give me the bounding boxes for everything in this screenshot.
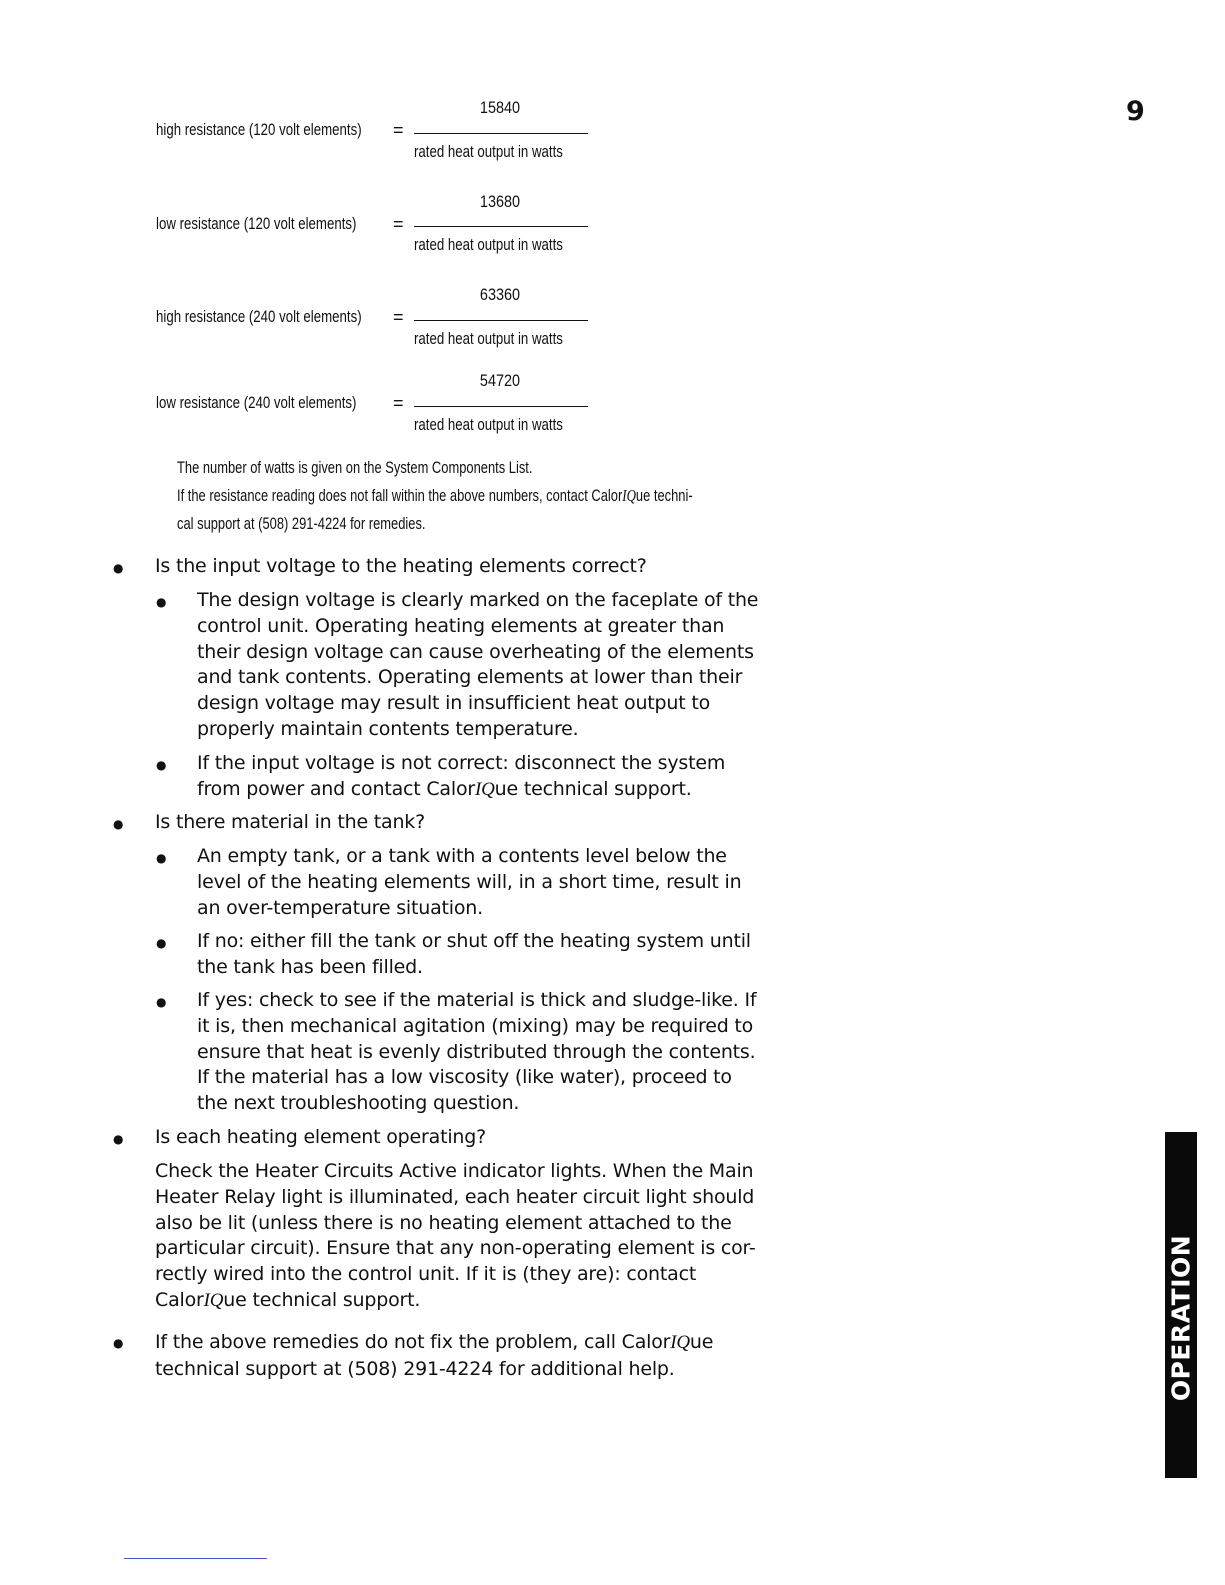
footnote-rule xyxy=(124,1558,267,1559)
text-span: from power and contact xyxy=(197,777,427,800)
text-span: technical support. xyxy=(246,1288,421,1311)
answer-empty-tank xyxy=(197,844,741,921)
formula-denominator: rated heat output in watts xyxy=(414,415,563,434)
formula-label: high resistance (120 volt elements) xyxy=(156,120,362,139)
note-resistance-pre: If the resistance reading does not fall within the above numbers, contact Calor xyxy=(177,486,623,505)
formula-numerator: 13680 xyxy=(479,192,521,211)
formula-denominator: rated heat output in watts xyxy=(414,142,563,161)
formula-numerator: 63360 xyxy=(479,285,521,304)
bullet-q3: ● xyxy=(113,1132,124,1146)
answer-line: ensure that heat is evenly distributed through the contents. xyxy=(197,1040,756,1063)
note-resistance-post: ue techni- xyxy=(635,486,693,505)
formula-low-240 xyxy=(0,369,640,449)
answer-line: Heater Relay light is illuminated, each heater circuit light should xyxy=(155,1185,755,1208)
answer-line xyxy=(155,1329,713,1356)
brand-pre: Calor xyxy=(621,1331,671,1353)
brand-post: ue xyxy=(689,1331,714,1353)
formula-label: low resistance (120 volt elements) xyxy=(156,214,357,233)
section-side-tab xyxy=(1165,1132,1197,1478)
formula-numerator: 15840 xyxy=(479,98,521,117)
bullet-q2: ● xyxy=(113,817,124,831)
bullet-q1-sub1: ● xyxy=(156,595,167,609)
formula-denominator: rated heat output in watts xyxy=(414,329,563,348)
answer-line xyxy=(197,777,725,803)
bullet-q2-sub2: ● xyxy=(156,936,167,950)
answer-line: properly maintain contents temperature. xyxy=(197,717,579,740)
formula-label: low resistance (240 volt elements) xyxy=(156,393,357,412)
brand-iq: IQ xyxy=(670,1332,690,1353)
brand-iq: IQ xyxy=(203,1289,224,1311)
answer-heater-circuits xyxy=(155,1159,756,1314)
formula-denominator: rated heat output in watts xyxy=(414,235,563,254)
fraction-bar xyxy=(414,226,588,227)
bullet-q4: ● xyxy=(113,1336,124,1350)
fraction-bar xyxy=(414,406,588,407)
answer-line: The design voltage is clearly marked on the faceplate of the xyxy=(197,589,759,611)
fraction-bar xyxy=(414,133,588,134)
fraction-bar xyxy=(414,320,588,321)
answer-line: level of the heating elements will, in a short time, result in xyxy=(197,870,742,893)
bullet-q2-sub3: ● xyxy=(156,995,167,1009)
answer-line: it is, then mechanical agitation (mixing) may be required to xyxy=(197,1014,754,1037)
answer-line: particular circuit). Ensure that any non-operating element is cor- xyxy=(155,1237,756,1260)
note-support: cal support at (508) 291-4224 for remedies. xyxy=(177,514,426,533)
brand-pre: Calor xyxy=(155,1288,204,1311)
question-input-voltage: Is the input voltage to the heating elements correct? xyxy=(155,555,647,577)
brand-iq: IQ xyxy=(474,778,495,800)
answer-voltage-not-correct xyxy=(197,751,725,803)
text-span: If the above remedies do not fix the problem, call xyxy=(155,1331,622,1353)
bullet-q1-sub2: ● xyxy=(156,758,167,772)
brand-pre: Calor xyxy=(426,777,475,800)
text-span: technical support. xyxy=(517,777,692,800)
answer-if-yes xyxy=(197,988,756,1117)
side-tab-label: OPERATION xyxy=(1166,1234,1196,1402)
answer-line: also be lit (unless there is no heating element attached to the xyxy=(155,1211,732,1234)
formula-equals: = xyxy=(393,307,404,327)
formula-low-120 xyxy=(0,190,640,270)
answer-line: If the material has a low viscosity (like water), proceed to xyxy=(197,1066,732,1089)
formula-numerator: 54720 xyxy=(479,371,521,390)
answer-line: Check the Heater Circuits Active indicator lights. When the Main xyxy=(155,1160,754,1182)
answer-line: the next troubleshooting question. xyxy=(197,1092,520,1115)
answer-line: An empty tank, or a tank with a contents level below the xyxy=(197,845,727,867)
answer-line: and tank contents. Operating elements at lower than their xyxy=(197,666,743,689)
answer-line: design voltage may result in insufficient heat output to xyxy=(197,692,710,715)
answer-line: If yes: check to see if the material is thick and sludge-like. If xyxy=(197,989,757,1011)
formula-high-120 xyxy=(0,96,640,176)
formula-equals: = xyxy=(393,120,404,140)
answer-line: their design voltage can cause overheating of the elements xyxy=(197,640,754,663)
note-resistance xyxy=(177,482,693,510)
brand-iq: IQ xyxy=(622,486,636,505)
brand-post: ue xyxy=(223,1288,247,1311)
answer-if-no xyxy=(197,929,751,981)
answer-line: If the input voltage is not correct: disconnect the system xyxy=(197,752,726,774)
question-each-element: Is each heating element operating? xyxy=(155,1126,486,1148)
bullet-q2-sub1: ● xyxy=(156,851,167,865)
answer-line: the tank has been filled. xyxy=(197,955,423,978)
answer-design-voltage xyxy=(197,588,758,743)
answer-line: technical support at (508) 291-4224 for additional help. xyxy=(155,1358,675,1380)
answer-line: rectly wired into the control unit. If it is (they are): contact xyxy=(155,1263,697,1286)
answer-line: control unit. Operating heating elements at greater than xyxy=(197,614,725,637)
final-remedy xyxy=(155,1329,713,1383)
note-watts: The number of watts is given on the System Components List. xyxy=(177,458,533,477)
answer-line: If no: either fill the tank or shut off the heating system until xyxy=(197,930,751,952)
formula-label: high resistance (240 volt elements) xyxy=(156,307,362,326)
formula-equals: = xyxy=(393,393,404,413)
page-number: 9 xyxy=(1126,96,1145,127)
answer-line: an over-temperature situation. xyxy=(197,896,483,919)
formula-high-240 xyxy=(0,283,640,363)
bullet-q1: ● xyxy=(113,561,124,575)
question-material-in-tank: Is there material in the tank? xyxy=(155,811,425,833)
formula-equals: = xyxy=(393,214,404,234)
brand-post: ue xyxy=(494,777,518,800)
answer-line xyxy=(155,1288,756,1314)
